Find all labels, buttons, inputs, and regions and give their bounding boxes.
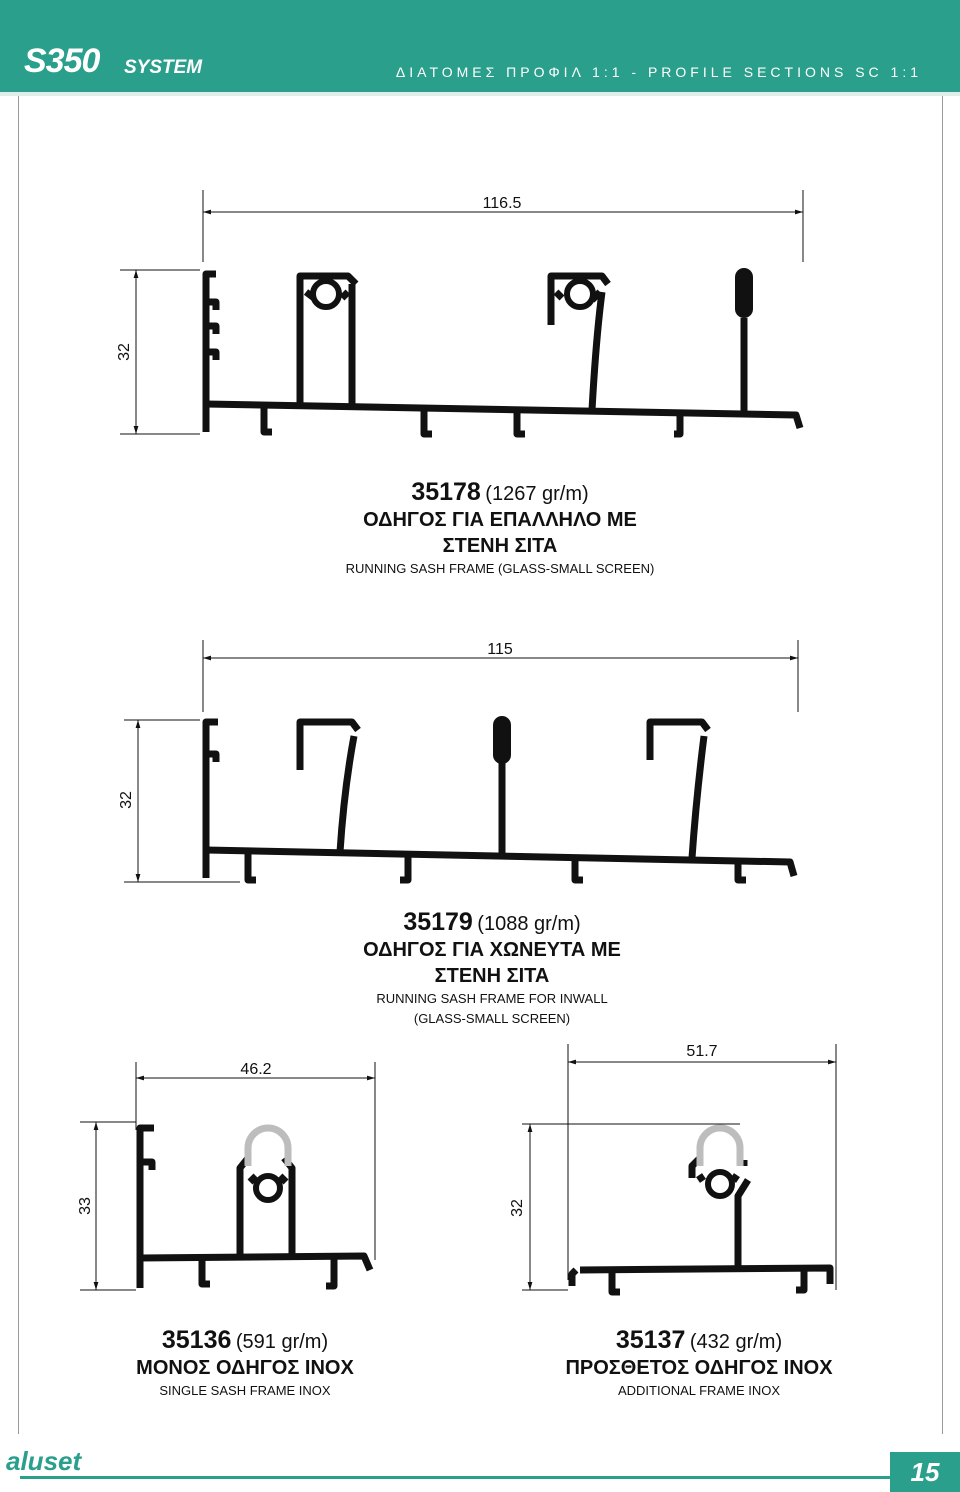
profile-35136-caption [100, 1326, 390, 1401]
profile-35178-height-dim: 32 [116, 343, 133, 361]
profile-english-name: ADDITIONAL FRAME INOX [617, 1383, 781, 1398]
profile-35179-drawing [124, 640, 798, 882]
profile-35136-height-dim: 33 [77, 1197, 94, 1215]
profile-weight: (1267 gr/m) [485, 483, 589, 505]
profile-english-name: RUNNING SASH FRAME FOR INWALL [376, 991, 608, 1006]
profile-35178-drawing [120, 190, 803, 434]
profile-greek-name: ΠΡΟΣΘΕΤΟΣ ΟΔΗΓΟΣ ΙΝΟΧ [565, 1357, 833, 1379]
profile-35178-width-dim: 116.5 [482, 195, 522, 212]
profile-code: 35178 [411, 478, 481, 506]
footer-divider [20, 1476, 890, 1479]
profile-35136-drawing [80, 1062, 375, 1290]
profile-35137-width-dim: 51.7 [686, 1043, 718, 1060]
profile-35179-width-dim: 115 [487, 641, 513, 658]
profile-weight: (591 gr/m) [235, 1331, 329, 1353]
brand-title: S350 [24, 42, 100, 80]
profile-35137-height-dim: 32 [509, 1199, 526, 1217]
profile-english-name: RUNNING SASH FRAME (GLASS-SMALL SCREEN) [345, 561, 655, 576]
profile-code: 35137 [615, 1326, 686, 1354]
header-subtitle: ΔΙΑΤΟΜΕΣ ΠΡΟΦΙΛ 1:1 - PROFILE SECTIONS SC 1:1 [395, 64, 922, 80]
profile-code: 35136 [161, 1326, 232, 1354]
profile-code: 35179 [403, 908, 473, 936]
profile-english-name: SINGLE SASH FRAME INOX [159, 1383, 331, 1398]
profile-weight: (1088 gr/m) [477, 913, 581, 935]
profile-english-name-2: (GLASS-SMALL SCREEN) [413, 1011, 571, 1026]
profile-greek-name: ΜΟΝΟΣ ΟΔΗΓΟΣ ΙΝΟΧ [136, 1357, 354, 1379]
profile-35137-caption [548, 1326, 850, 1401]
profile-35137-drawing [522, 1044, 836, 1292]
aluset-logo: aluset [6, 1446, 82, 1476]
profile-weight: (432 gr/m) [689, 1331, 783, 1353]
brand-system-label: SYSTEM [124, 57, 203, 78]
profile-35179-caption [232, 908, 752, 1029]
profile-greek-name: ΟΔΗΓΟΣ ΓΙΑ ΕΠΑΛΛΗΛΟ ΜΕ [363, 509, 637, 531]
profile-greek-name-2: ΣΤΕΝΗ ΣΙΤΑ [434, 965, 550, 987]
page-number: 15 [890, 1452, 960, 1492]
profile-greek-name: ΟΔΗΓΟΣ ΓΙΑ ΧΩΝΕΥΤΑ ΜΕ [363, 939, 621, 961]
profile-35136-width-dim: 46.2 [240, 1061, 272, 1078]
profile-35178-caption [240, 478, 760, 579]
profile-greek-name-2: ΣΤΕΝΗ ΣΙΤΑ [442, 535, 558, 557]
profile-35179-height-dim: 32 [118, 791, 135, 809]
